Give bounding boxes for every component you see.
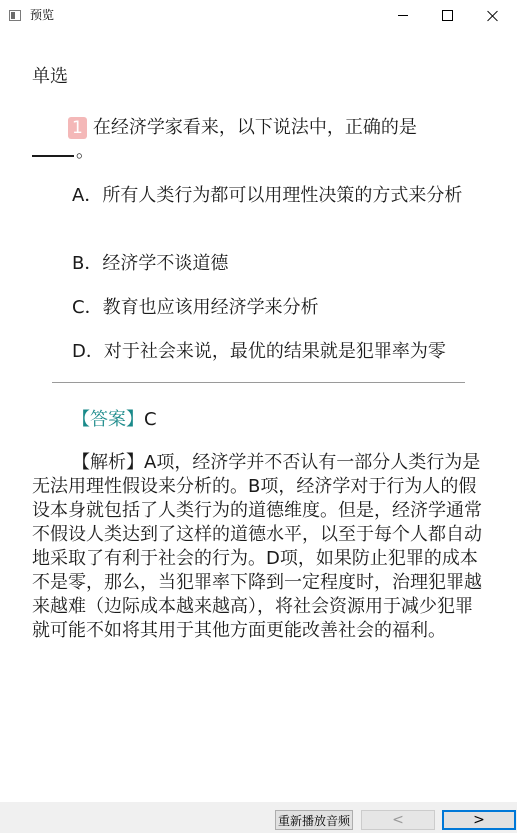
analysis-body: A项，经济学并不否认有一部分人类行为是无法用理性假设来分析的。B项，经济学对于行为人的假设本身就包括了人类行为的道德维度。但是，经济学通常不假设人类达到了这样的道德水平，以至于每个人都自动地采取了有利于社会的行为。D项，如果防止犯罪的成本不是零，那么，当犯罪率下降到一定程度时，治理犯罪越来越难（边际成本越来越高），将社会资源用于减少犯罪就可能不如将其用于其他方面更能改善社会的福利。 [32, 452, 482, 641]
app-icon [9, 10, 21, 21]
close-icon [487, 10, 499, 22]
answer-line [72, 405, 157, 431]
question-type-label: 单选 [32, 66, 68, 87]
answer-label: 【答案】 [72, 409, 144, 430]
maximize-icon [442, 10, 453, 21]
close-button[interactable] [470, 0, 516, 31]
replay-audio-button[interactable]: 重新播放音频 [275, 810, 353, 830]
answer-value: C [144, 409, 157, 430]
question-number-badge: 1 [68, 117, 87, 139]
option-letter: A． [72, 185, 103, 206]
window-title: 预览 [30, 8, 55, 22]
option-text: 教育也应该用经济学来分析 [102, 297, 319, 318]
minimize-button[interactable] [380, 0, 426, 31]
option-text: 经济学不谈道德 [102, 253, 229, 274]
answer-blank [32, 155, 74, 157]
option-b[interactable] [32, 252, 490, 276]
option-letter: D． [72, 341, 104, 362]
option-a[interactable] [32, 184, 490, 208]
option-d[interactable] [32, 340, 490, 364]
question-stem [32, 116, 490, 164]
question-stem-text: 在经济学家看来，以下说法中，正确的是 [92, 117, 417, 138]
option-c[interactable] [32, 296, 490, 320]
question-stem-end: 。 [76, 141, 94, 162]
maximize-button[interactable] [424, 0, 470, 31]
option-text: 所有人类行为都可以用理性决策的方式来分析 [102, 185, 463, 206]
minimize-icon [398, 15, 408, 16]
option-letter: B． [72, 253, 103, 274]
option-text: 对于社会来说，最优的结果就是犯罪率为零 [103, 341, 446, 362]
divider [52, 382, 465, 383]
next-button[interactable]: > [442, 810, 516, 830]
analysis-text [32, 451, 490, 643]
previous-button[interactable]: < [361, 810, 435, 830]
bottom-toolbar [0, 802, 517, 833]
title-bar [0, 0, 517, 31]
option-letter: C． [72, 297, 103, 318]
analysis-label: 【解析】 [72, 452, 144, 473]
